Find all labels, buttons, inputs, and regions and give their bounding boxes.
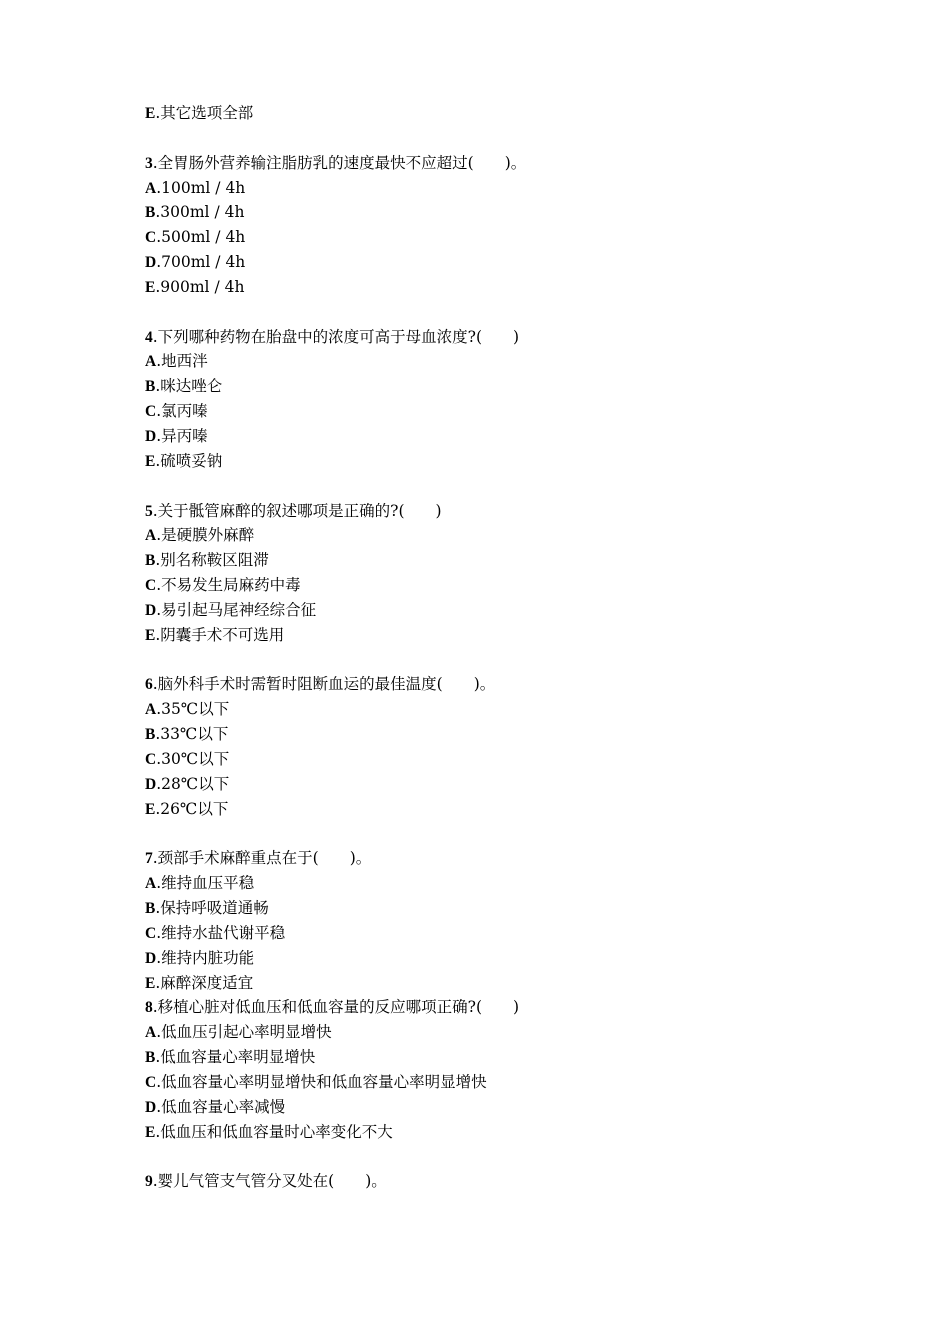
option-letter: A xyxy=(145,1024,157,1042)
question-number: 3 xyxy=(145,154,153,172)
option-letter: D xyxy=(145,601,157,619)
option-text: .保持呼吸道通畅 xyxy=(155,899,269,917)
option-text: .阴囊手术不可选用 xyxy=(155,625,285,644)
option-letter: C xyxy=(145,577,157,595)
option-text: .维持内脏功能 xyxy=(156,948,255,967)
option-text: .26℃以下 xyxy=(155,799,229,818)
option-c xyxy=(145,747,845,772)
option-letter: D xyxy=(145,775,157,793)
document-page xyxy=(145,101,845,1194)
blank-line xyxy=(145,821,845,846)
option-b xyxy=(145,200,845,225)
option-letter: D xyxy=(145,254,157,272)
question-number: 8 xyxy=(145,999,153,1017)
question-number: 9 xyxy=(145,1173,153,1191)
option-letter: B xyxy=(145,204,156,222)
option-e xyxy=(145,797,845,822)
option-a xyxy=(145,523,845,548)
option-letter: E xyxy=(145,452,156,470)
question-text: .移植心脏对低血压和低血容量的反应哪项正确?( ) xyxy=(152,998,520,1017)
blank-line xyxy=(145,1144,845,1169)
question-text: .关于骶管麻醉的叙述哪项是正确的?( ) xyxy=(152,501,442,520)
question-number: 7 xyxy=(145,850,153,868)
option-letter: A xyxy=(145,353,157,371)
option-a xyxy=(145,697,845,722)
question-5 xyxy=(145,499,845,524)
option-text: .700ml / 4h xyxy=(156,253,246,272)
option-e xyxy=(145,449,845,474)
option-d xyxy=(145,772,845,797)
question-text: .婴儿气管支气管分叉处在( )。 xyxy=(152,1172,387,1191)
option-e xyxy=(145,101,845,126)
option-letter: E xyxy=(145,800,156,818)
option-e xyxy=(145,275,845,300)
question-4 xyxy=(145,325,845,350)
option-letter: B xyxy=(145,900,156,917)
option-text: .维持水盐代谢平稳 xyxy=(156,923,286,942)
option-text: .28℃以下 xyxy=(156,774,230,793)
option-b xyxy=(145,374,845,399)
option-letter: C xyxy=(145,750,157,768)
question-text: .全胃肠外营养输注脂肪乳的速度最快不应超过( )。 xyxy=(152,153,527,172)
option-text: .100ml / 4h xyxy=(156,178,246,197)
option-text: .35℃以下 xyxy=(156,700,230,719)
option-a xyxy=(145,349,845,374)
option-text: .地西泮 xyxy=(156,352,208,371)
option-letter: A xyxy=(145,875,157,893)
option-text: .别名称鞍区阻滞 xyxy=(155,551,269,570)
option-text: .咪达唑仑 xyxy=(155,377,223,396)
option-b xyxy=(145,1045,845,1070)
option-letter: D xyxy=(145,949,157,967)
option-letter: B xyxy=(145,1049,156,1067)
option-letter: D xyxy=(145,427,157,445)
option-e xyxy=(145,623,845,648)
option-letter: E xyxy=(145,974,156,992)
option-text: .氯丙嗪 xyxy=(156,402,208,421)
option-a xyxy=(145,1020,845,1045)
option-letter: B xyxy=(145,726,156,744)
option-text: .300ml / 4h xyxy=(155,203,245,222)
option-text: .硫喷妥钠 xyxy=(155,451,223,470)
option-letter: A xyxy=(145,701,157,719)
option-c xyxy=(145,399,845,424)
option-text: .低血容量心率减慢 xyxy=(156,1097,286,1116)
option-letter: E xyxy=(145,1123,156,1141)
option-c xyxy=(145,1070,845,1095)
question-text: .脑外科手术时需暂时阻断血运的最佳温度( )。 xyxy=(152,675,496,694)
option-d xyxy=(145,424,845,449)
option-e xyxy=(145,1120,845,1145)
option-text: .33℃以下 xyxy=(155,725,229,744)
option-c xyxy=(145,573,845,598)
option-text: .低血压和低血容量时心率变化不大 xyxy=(155,1122,393,1141)
question-number: 4 xyxy=(145,328,153,346)
option-text: .麻醉深度适宜 xyxy=(155,973,254,992)
blank-line xyxy=(145,474,845,499)
option-d xyxy=(145,250,845,275)
question-3 xyxy=(145,151,845,176)
option-e xyxy=(145,971,845,996)
option-text: .500ml / 4h xyxy=(156,228,246,247)
option-text: .低血容量心率明显增快和低血容量心率明显增快 xyxy=(156,1072,487,1091)
option-b xyxy=(145,896,845,921)
option-a xyxy=(145,176,845,201)
question-9 xyxy=(145,1169,845,1194)
option-letter: E xyxy=(145,105,156,122)
option-text: .900ml / 4h xyxy=(155,277,245,296)
question-7 xyxy=(145,846,845,871)
option-text: .低血压引起心率明显增快 xyxy=(156,1023,332,1042)
option-letter: C xyxy=(145,924,157,942)
question-6 xyxy=(145,672,845,697)
option-d xyxy=(145,1095,845,1120)
option-a xyxy=(145,871,845,896)
option-letter: B xyxy=(145,378,156,396)
option-letter: D xyxy=(145,1098,157,1116)
option-d xyxy=(145,946,845,971)
option-letter: B xyxy=(145,552,156,570)
option-text: .低血容量心率明显增快 xyxy=(155,1048,316,1067)
option-c xyxy=(145,921,845,946)
option-text: .30℃以下 xyxy=(156,749,230,768)
option-d xyxy=(145,598,845,623)
blank-line xyxy=(145,126,845,151)
option-letter: A xyxy=(145,527,157,545)
option-b xyxy=(145,548,845,573)
option-letter: A xyxy=(145,179,157,197)
blank-line xyxy=(145,648,845,673)
option-text: .是硬膜外麻醉 xyxy=(156,526,255,545)
option-text: .易引起马尾神经综合征 xyxy=(156,600,317,619)
option-letter: C xyxy=(145,229,157,247)
question-8 xyxy=(145,995,845,1020)
option-letter: E xyxy=(145,626,156,644)
option-b xyxy=(145,722,845,747)
question-number: 6 xyxy=(145,676,153,694)
option-text: .不易发生局麻药中毒 xyxy=(156,576,301,595)
question-text: .下列哪种药物在胎盘中的浓度可高于母血浓度?( ) xyxy=(152,327,520,346)
question-text: .颈部手术麻醉重点在于( )。 xyxy=(152,849,372,868)
blank-line xyxy=(145,300,845,325)
option-c xyxy=(145,225,845,250)
option-text: .维持血压平稳 xyxy=(156,874,255,893)
option-text: .异丙嗪 xyxy=(156,426,208,445)
option-letter: C xyxy=(145,403,157,421)
option-letter: C xyxy=(145,1073,157,1091)
question-number: 5 xyxy=(145,502,153,520)
option-text: .其它选项全部 xyxy=(155,104,254,122)
option-letter: E xyxy=(145,278,156,296)
